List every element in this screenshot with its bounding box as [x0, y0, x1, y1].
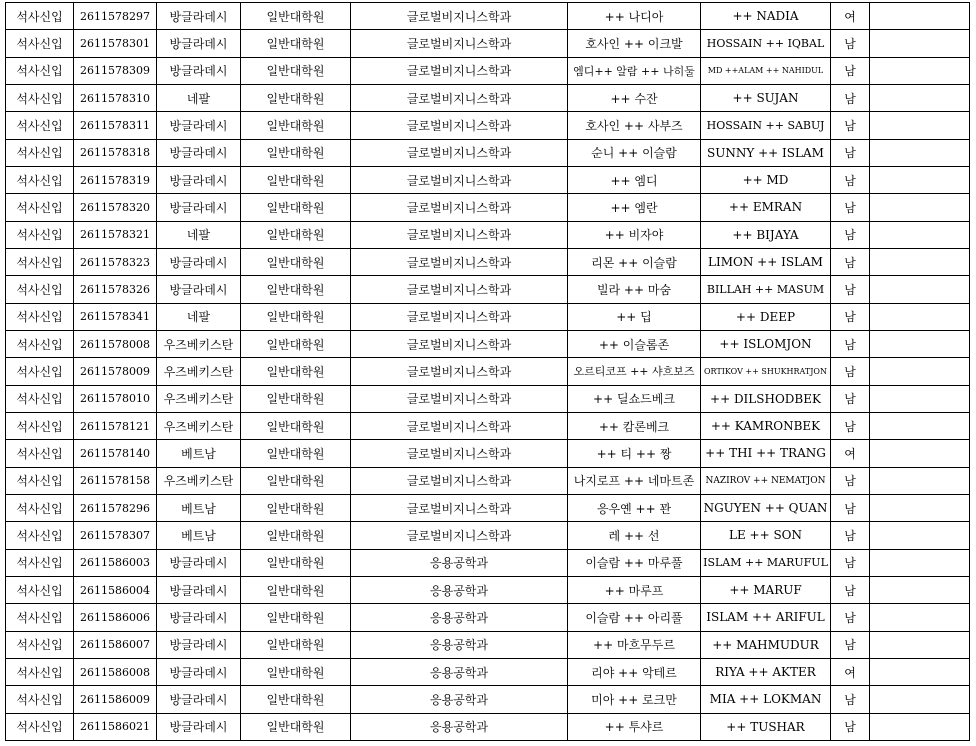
cell-name-english: RIYA ++ AKTER: [701, 658, 831, 685]
cell-empty: [870, 440, 970, 467]
cell-name-english: ++ EMRAN: [701, 194, 831, 221]
cell-empty: [870, 221, 970, 248]
cell-student-id: 2611578309: [74, 57, 157, 84]
student-roster-body: [6, 3, 970, 741]
cell-student-id: 2611578121: [74, 412, 157, 439]
cell-name-korean: ++ 티 ++ 짱: [568, 440, 701, 467]
cell-name-korean: ++ 투샤르: [568, 713, 701, 740]
cell-empty: [870, 166, 970, 193]
cell-graduate-school: 일반대학원: [241, 631, 351, 658]
cell-department: 글로벌비지니스학과: [351, 330, 568, 357]
cell-graduate-school: 일반대학원: [241, 494, 351, 521]
cell-department: 응용공학과: [351, 713, 568, 740]
cell-empty: [870, 248, 970, 275]
cell-graduate-school: 일반대학원: [241, 467, 351, 494]
cell-name-korean: 레 ++ 선: [568, 522, 701, 549]
cell-name-english: ++ MAHMUDUR: [701, 631, 831, 658]
cell-name-english: HOSSAIN ++ IQBAL: [701, 30, 831, 57]
table-row: [6, 194, 970, 221]
cell-name-english: SUNNY ++ ISLAM: [701, 139, 831, 166]
cell-student-id: 2611578301: [74, 30, 157, 57]
cell-empty: [870, 467, 970, 494]
cell-gender: 남: [831, 248, 870, 275]
cell-name-korean: 빌라 ++ 마숨: [568, 276, 701, 303]
cell-graduate-school: 일반대학원: [241, 412, 351, 439]
cell-name-english: MD ++ALAM ++ NAHIDUL: [701, 57, 831, 84]
student-roster-table: [5, 2, 970, 741]
cell-gender: 남: [831, 30, 870, 57]
cell-student-id: 2611586004: [74, 576, 157, 603]
cell-name-english: LE ++ SON: [701, 522, 831, 549]
cell-graduate-school: 일반대학원: [241, 139, 351, 166]
cell-name-english: ORTIKOV ++ SHUKHRATJON: [701, 358, 831, 385]
cell-country: 방글라데시: [157, 248, 241, 275]
cell-admission-type: 석사신입: [6, 30, 74, 57]
cell-country: 방글라데시: [157, 194, 241, 221]
table-row: [6, 412, 970, 439]
cell-graduate-school: 일반대학원: [241, 112, 351, 139]
cell-student-id: 2611586007: [74, 631, 157, 658]
cell-country: 방글라데시: [157, 549, 241, 576]
cell-country: 방글라데시: [157, 686, 241, 713]
table-row: [6, 467, 970, 494]
cell-name-english: ++ MD: [701, 166, 831, 193]
cell-name-english: ++ DILSHODBEK: [701, 385, 831, 412]
cell-department: 글로벌비지니스학과: [351, 166, 568, 193]
cell-name-english: ++ SUJAN: [701, 84, 831, 111]
cell-name-korean: 이슬람 ++ 아리풀: [568, 604, 701, 631]
cell-student-id: 2611578297: [74, 3, 157, 30]
cell-empty: [870, 686, 970, 713]
cell-empty: [870, 57, 970, 84]
cell-name-english: ++ TUSHAR: [701, 713, 831, 740]
cell-name-english: HOSSAIN ++ SABUJ: [701, 112, 831, 139]
cell-empty: [870, 576, 970, 603]
cell-empty: [870, 30, 970, 57]
cell-department: 글로벌비지니스학과: [351, 84, 568, 111]
cell-empty: [870, 549, 970, 576]
cell-country: 방글라데시: [157, 658, 241, 685]
cell-department: 글로벌비지니스학과: [351, 522, 568, 549]
cell-empty: [870, 3, 970, 30]
cell-gender: 남: [831, 467, 870, 494]
cell-gender: 남: [831, 303, 870, 330]
table-row: [6, 166, 970, 193]
cell-graduate-school: 일반대학원: [241, 194, 351, 221]
cell-department: 응용공학과: [351, 686, 568, 713]
cell-gender: 남: [831, 194, 870, 221]
cell-student-id: 2611578158: [74, 467, 157, 494]
table-row: [6, 112, 970, 139]
cell-graduate-school: 일반대학원: [241, 576, 351, 603]
cell-empty: [870, 139, 970, 166]
cell-graduate-school: 일반대학원: [241, 522, 351, 549]
cell-department: 글로벌비지니스학과: [351, 358, 568, 385]
table-row: [6, 276, 970, 303]
table-row: [6, 3, 970, 30]
cell-country: 우즈베키스탄: [157, 330, 241, 357]
cell-country: 방글라데시: [157, 57, 241, 84]
table-row: [6, 330, 970, 357]
cell-country: 방글라데시: [157, 30, 241, 57]
cell-name-korean: ++ 딜쇼드베크: [568, 385, 701, 412]
cell-empty: [870, 84, 970, 111]
cell-department: 글로벌비지니스학과: [351, 248, 568, 275]
cell-department: 글로벌비지니스학과: [351, 440, 568, 467]
table-row: [6, 385, 970, 412]
cell-empty: [870, 194, 970, 221]
cell-graduate-school: 일반대학원: [241, 3, 351, 30]
cell-student-id: 2611578318: [74, 139, 157, 166]
cell-admission-type: 석사신입: [6, 194, 74, 221]
cell-department: 글로벌비지니스학과: [351, 194, 568, 221]
cell-country: 방글라데시: [157, 713, 241, 740]
table-row: [6, 248, 970, 275]
cell-department: 응용공학과: [351, 631, 568, 658]
cell-admission-type: 석사신입: [6, 494, 74, 521]
cell-student-id: 2611578326: [74, 276, 157, 303]
cell-name-korean: ++ 나디아: [568, 3, 701, 30]
table-row: [6, 358, 970, 385]
cell-name-english: ++ THI ++ TRANG: [701, 440, 831, 467]
cell-student-id: 2611578310: [74, 84, 157, 111]
cell-department: 글로벌비지니스학과: [351, 385, 568, 412]
cell-graduate-school: 일반대학원: [241, 166, 351, 193]
cell-student-id: 2611578319: [74, 166, 157, 193]
cell-name-korean: 이슬람 ++ 마루풀: [568, 549, 701, 576]
cell-name-korean: ++ 캄론베크: [568, 412, 701, 439]
cell-name-korean: 리몬 ++ 이슬람: [568, 248, 701, 275]
cell-gender: 여: [831, 3, 870, 30]
cell-gender: 남: [831, 494, 870, 521]
cell-graduate-school: 일반대학원: [241, 276, 351, 303]
cell-gender: 남: [831, 686, 870, 713]
cell-gender: 여: [831, 440, 870, 467]
cell-admission-type: 석사신입: [6, 412, 74, 439]
cell-admission-type: 석사신입: [6, 221, 74, 248]
cell-name-english: MIA ++ LOKMAN: [701, 686, 831, 713]
cell-graduate-school: 일반대학원: [241, 84, 351, 111]
cell-department: 응용공학과: [351, 549, 568, 576]
cell-country: 방글라데시: [157, 576, 241, 603]
cell-admission-type: 석사신입: [6, 276, 74, 303]
cell-country: 베트남: [157, 522, 241, 549]
cell-admission-type: 석사신입: [6, 57, 74, 84]
cell-gender: 남: [831, 549, 870, 576]
cell-student-id: 2611578296: [74, 494, 157, 521]
cell-name-english: ++ NADIA: [701, 3, 831, 30]
cell-admission-type: 석사신입: [6, 631, 74, 658]
cell-name-korean: ++ 비자야: [568, 221, 701, 248]
cell-name-korean: ++ 엠디: [568, 166, 701, 193]
cell-name-english: BILLAH ++ MASUM: [701, 276, 831, 303]
cell-graduate-school: 일반대학원: [241, 686, 351, 713]
cell-gender: 남: [831, 522, 870, 549]
cell-department: 응용공학과: [351, 576, 568, 603]
cell-student-id: 2611578323: [74, 248, 157, 275]
cell-admission-type: 석사신입: [6, 84, 74, 111]
table-row: [6, 221, 970, 248]
cell-graduate-school: 일반대학원: [241, 57, 351, 84]
cell-country: 우즈베키스탄: [157, 467, 241, 494]
cell-student-id: 2611586006: [74, 604, 157, 631]
cell-country: 방글라데시: [157, 139, 241, 166]
cell-empty: [870, 358, 970, 385]
cell-name-korean: 리야 ++ 악테르: [568, 658, 701, 685]
cell-name-korean: ++ 이슬롬존: [568, 330, 701, 357]
cell-country: 방글라데시: [157, 631, 241, 658]
cell-graduate-school: 일반대학원: [241, 358, 351, 385]
cell-gender: 남: [831, 412, 870, 439]
cell-student-id: 2611578311: [74, 112, 157, 139]
cell-gender: 남: [831, 276, 870, 303]
table-row: [6, 84, 970, 111]
cell-empty: [870, 412, 970, 439]
cell-country: 네팔: [157, 221, 241, 248]
cell-graduate-school: 일반대학원: [241, 549, 351, 576]
cell-country: 베트남: [157, 494, 241, 521]
cell-admission-type: 석사신입: [6, 166, 74, 193]
cell-name-korean: 나지로프 ++ 네마트존: [568, 467, 701, 494]
cell-name-korean: ++ 마루프: [568, 576, 701, 603]
cell-department: 글로벌비지니스학과: [351, 494, 568, 521]
cell-name-korean: 호사인 ++ 사부즈: [568, 112, 701, 139]
cell-admission-type: 석사신입: [6, 112, 74, 139]
cell-department: 응용공학과: [351, 604, 568, 631]
cell-name-english: ++ BIJAYA: [701, 221, 831, 248]
table-row: [6, 30, 970, 57]
cell-name-korean: ++ 엠란: [568, 194, 701, 221]
cell-admission-type: 석사신입: [6, 713, 74, 740]
cell-graduate-school: 일반대학원: [241, 221, 351, 248]
cell-graduate-school: 일반대학원: [241, 658, 351, 685]
cell-graduate-school: 일반대학원: [241, 385, 351, 412]
cell-graduate-school: 일반대학원: [241, 330, 351, 357]
cell-name-korean: ++ 마흐무두르: [568, 631, 701, 658]
cell-gender: 남: [831, 330, 870, 357]
cell-student-id: 2611578321: [74, 221, 157, 248]
cell-admission-type: 석사신입: [6, 576, 74, 603]
cell-department: 글로벌비지니스학과: [351, 303, 568, 330]
cell-empty: [870, 604, 970, 631]
table-row: [6, 303, 970, 330]
table-row: [6, 576, 970, 603]
table-row: [6, 494, 970, 521]
cell-name-korean: ++ 딥: [568, 303, 701, 330]
cell-student-id: 2611586009: [74, 686, 157, 713]
cell-student-id: 2611578010: [74, 385, 157, 412]
cell-name-english: ++ ISLOMJON: [701, 330, 831, 357]
cell-admission-type: 석사신입: [6, 686, 74, 713]
cell-student-id: 2611578008: [74, 330, 157, 357]
cell-student-id: 2611578009: [74, 358, 157, 385]
cell-graduate-school: 일반대학원: [241, 440, 351, 467]
cell-graduate-school: 일반대학원: [241, 713, 351, 740]
cell-department: 글로벌비지니스학과: [351, 57, 568, 84]
cell-admission-type: 석사신입: [6, 658, 74, 685]
cell-gender: 남: [831, 713, 870, 740]
cell-department: 글로벌비지니스학과: [351, 30, 568, 57]
cell-empty: [870, 713, 970, 740]
cell-student-id: 2611586021: [74, 713, 157, 740]
cell-gender: 여: [831, 658, 870, 685]
cell-name-english: ++ DEEP: [701, 303, 831, 330]
cell-country: 방글라데시: [157, 276, 241, 303]
cell-empty: [870, 631, 970, 658]
cell-admission-type: 석사신입: [6, 330, 74, 357]
cell-admission-type: 석사신입: [6, 522, 74, 549]
cell-department: 글로벌비지니스학과: [351, 467, 568, 494]
cell-gender: 남: [831, 385, 870, 412]
cell-country: 네팔: [157, 84, 241, 111]
cell-country: 방글라데시: [157, 3, 241, 30]
cell-graduate-school: 일반대학원: [241, 30, 351, 57]
cell-gender: 남: [831, 221, 870, 248]
cell-department: 글로벌비지니스학과: [351, 139, 568, 166]
table-row: [6, 522, 970, 549]
cell-name-korean: ++ 수잔: [568, 84, 701, 111]
cell-country: 방글라데시: [157, 166, 241, 193]
cell-empty: [870, 303, 970, 330]
cell-admission-type: 석사신입: [6, 385, 74, 412]
cell-admission-type: 석사신입: [6, 467, 74, 494]
cell-country: 우즈베키스탄: [157, 412, 241, 439]
cell-gender: 남: [831, 358, 870, 385]
cell-empty: [870, 494, 970, 521]
cell-department: 글로벌비지니스학과: [351, 112, 568, 139]
cell-student-id: 2611578140: [74, 440, 157, 467]
table-row: [6, 713, 970, 740]
cell-name-english: ISLAM ++ ARIFUL: [701, 604, 831, 631]
cell-empty: [870, 276, 970, 303]
cell-student-id: 2611586003: [74, 549, 157, 576]
cell-empty: [870, 330, 970, 357]
cell-gender: 남: [831, 604, 870, 631]
cell-admission-type: 석사신입: [6, 358, 74, 385]
cell-gender: 남: [831, 631, 870, 658]
cell-admission-type: 석사신입: [6, 3, 74, 30]
cell-country: 우즈베키스탄: [157, 385, 241, 412]
cell-gender: 남: [831, 166, 870, 193]
cell-student-id: 2611586008: [74, 658, 157, 685]
table-row: [6, 57, 970, 84]
cell-student-id: 2611578307: [74, 522, 157, 549]
cell-country: 우즈베키스탄: [157, 358, 241, 385]
cell-student-id: 2611578341: [74, 303, 157, 330]
cell-name-english: ISLAM ++ MARUFUL: [701, 549, 831, 576]
cell-student-id: 2611578320: [74, 194, 157, 221]
cell-admission-type: 석사신입: [6, 549, 74, 576]
cell-department: 글로벌비지니스학과: [351, 221, 568, 248]
cell-gender: 남: [831, 57, 870, 84]
cell-name-korean: 오르티코프 ++ 샤흐보즈: [568, 358, 701, 385]
cell-country: 방글라데시: [157, 604, 241, 631]
cell-name-korean: 순니 ++ 이슬람: [568, 139, 701, 166]
cell-name-english: ++ KAMRONBEK: [701, 412, 831, 439]
cell-graduate-school: 일반대학원: [241, 248, 351, 275]
cell-admission-type: 석사신입: [6, 440, 74, 467]
table-row: [6, 686, 970, 713]
table-row: [6, 658, 970, 685]
table-row: [6, 139, 970, 166]
cell-graduate-school: 일반대학원: [241, 303, 351, 330]
cell-name-english: ++ MARUF: [701, 576, 831, 603]
cell-empty: [870, 112, 970, 139]
table-row: [6, 631, 970, 658]
cell-empty: [870, 522, 970, 549]
cell-name-korean: 엠디++ 알람 ++ 나히둘: [568, 57, 701, 84]
cell-gender: 남: [831, 139, 870, 166]
cell-admission-type: 석사신입: [6, 139, 74, 166]
cell-admission-type: 석사신입: [6, 604, 74, 631]
cell-department: 글로벌비지니스학과: [351, 3, 568, 30]
table-row: [6, 549, 970, 576]
cell-name-korean: 미아 ++ 로크만: [568, 686, 701, 713]
table-row: [6, 440, 970, 467]
cell-empty: [870, 385, 970, 412]
cell-country: 베트남: [157, 440, 241, 467]
table-row: [6, 604, 970, 631]
cell-department: 글로벌비지니스학과: [351, 412, 568, 439]
cell-department: 응용공학과: [351, 658, 568, 685]
cell-gender: 남: [831, 576, 870, 603]
cell-name-english: NAZIROV ++ NEMATJON: [701, 467, 831, 494]
cell-admission-type: 석사신입: [6, 303, 74, 330]
cell-country: 방글라데시: [157, 112, 241, 139]
cell-graduate-school: 일반대학원: [241, 604, 351, 631]
cell-gender: 남: [831, 84, 870, 111]
cell-name-korean: 응우옌 ++ 꽌: [568, 494, 701, 521]
cell-name-english: NGUYEN ++ QUAN: [701, 494, 831, 521]
cell-name-korean: 호사인 ++ 이크발: [568, 30, 701, 57]
cell-department: 글로벌비지니스학과: [351, 276, 568, 303]
cell-empty: [870, 658, 970, 685]
cell-admission-type: 석사신입: [6, 248, 74, 275]
cell-name-english: LIMON ++ ISLAM: [701, 248, 831, 275]
cell-country: 네팔: [157, 303, 241, 330]
cell-gender: 남: [831, 112, 870, 139]
